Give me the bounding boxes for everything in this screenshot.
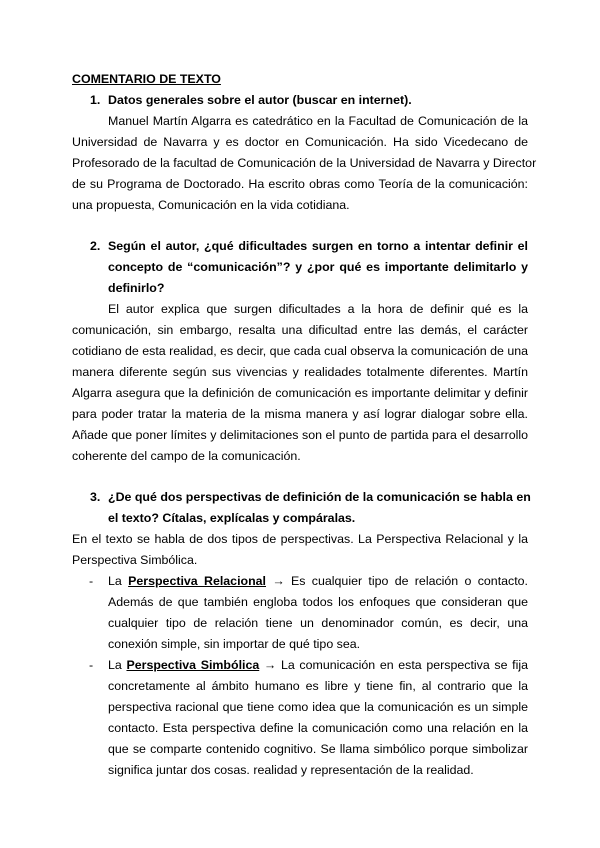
section-1-heading: Datos generales sobre el autor (buscar en internet). <box>108 93 412 107</box>
section-2-paragraph-line: cotidiano de esta realidad, es decir, que cada cual observa la comunicación de una <box>72 344 528 358</box>
section-2-paragraph-line: coherente del campo de la comunicación. <box>72 449 301 463</box>
section-2-paragraph-line: manera diferente según sus vivencias y realidades totalmente diferentes. Martín <box>72 365 528 379</box>
bullet-1-prefix: La <box>108 574 122 588</box>
section-2-heading-line: concepto de “comunicación”? y ¿por qué es importante delimitarlo y <box>108 260 528 274</box>
bullet-1-line: cualquier tipo de relación tiene un denominador común, es decir, una <box>108 616 528 630</box>
document-title: COMENTARIO DE TEXTO <box>72 72 221 86</box>
section-3-number: 3. <box>90 490 101 504</box>
bullet-2-line: contacto. Esta perspectiva define la comunicación como una relación en la <box>108 721 528 735</box>
bullet-2-first-rest: → La comunicación en esta perspectiva se fija <box>263 658 528 672</box>
bullet-2-first-line <box>108 655 528 676</box>
section-2-number: 2. <box>90 239 101 253</box>
bullet-2-term: Perspectiva Simbólica <box>126 658 260 672</box>
section-1-number: 1. <box>90 93 101 107</box>
bullet-1-first-line <box>108 571 528 592</box>
section-2-paragraph-line: comunicación, sin embargo, resalta una dificultad entre las demás, el carácter <box>72 323 528 337</box>
section-3-heading-line: ¿De qué dos perspectivas de definición de la comunicación se habla en <box>108 490 531 504</box>
bullet-2-line: significa juntar dos cosas. realidad y representación de la realidad. <box>108 763 474 777</box>
section-1-paragraph-line: Profesorado de la facultad de Comunicación de la Universidad de Navarra y Director <box>72 156 537 170</box>
bullet-1-term: Perspectiva Relacional <box>128 574 266 588</box>
section-1-paragraph-line: Manuel Martín Algarra es catedrático en la Facultad de Comunicación de la <box>108 114 528 128</box>
section-3-intro-line: En el texto se habla de dos tipos de perspectivas. La Perspectiva Relacional y la <box>72 532 528 546</box>
bullet-1-line: Además de que también engloba todos los enfoques que consideran que <box>108 595 528 609</box>
section-2-paragraph-line: Algarra asegura que la definición de comunicación es importante delimitar y definir <box>72 386 528 400</box>
section-1-paragraph-line: Universidad de Navarra y es doctor en Comunicación. Ha sido Vicedecano de <box>72 135 528 149</box>
section-1-paragraph-line: de su Programa de Doctorado. Ha escrito obras como Teoría de la comunicación: <box>72 177 528 191</box>
section-2-heading-line: definirlo? <box>108 281 165 295</box>
bullet-1-line: conexión simple, sin importar de qué tipo sea. <box>108 637 361 651</box>
section-2-paragraph-line: para poder tratar la materia de la misma manera y así lograr dialogar sobre ella. <box>72 407 528 421</box>
bullet-1-first-rest: → Es cualquier tipo de relación o contacto. <box>272 574 528 588</box>
section-3-heading-line: el texto? Cítalas, explícalas y compáralas. <box>108 511 356 525</box>
bullet-dash: - <box>89 658 94 672</box>
bullet-2-line: perspectiva racional que tiene como idea que la comunicación es un simple <box>108 700 528 714</box>
section-2-heading-line: Según el autor, ¿qué dificultades surgen en torno a intentar definir el <box>108 239 528 253</box>
bullet-2-line: que se comparte contenido cognitivo. Se llama simbólico porque simbolizar <box>108 742 528 756</box>
section-2-paragraph-line: El autor explica que surgen dificultades a la hora de definir qué es la <box>108 302 528 316</box>
bullet-dash: - <box>89 574 94 588</box>
bullet-2-line: concretamente al ámbito humano es libre y tiene fin, al contrario que la <box>108 679 528 693</box>
section-2-paragraph-line: Añade que poner límites y delimitaciones son el punto de partida para el desarrollo <box>72 428 528 442</box>
bullet-2-prefix: La <box>108 658 122 672</box>
section-3-intro-line: Perspectiva Simbólica. <box>72 553 198 567</box>
section-1-paragraph-line: una propuesta, Comunicación en la vida cotidiana. <box>72 198 350 212</box>
